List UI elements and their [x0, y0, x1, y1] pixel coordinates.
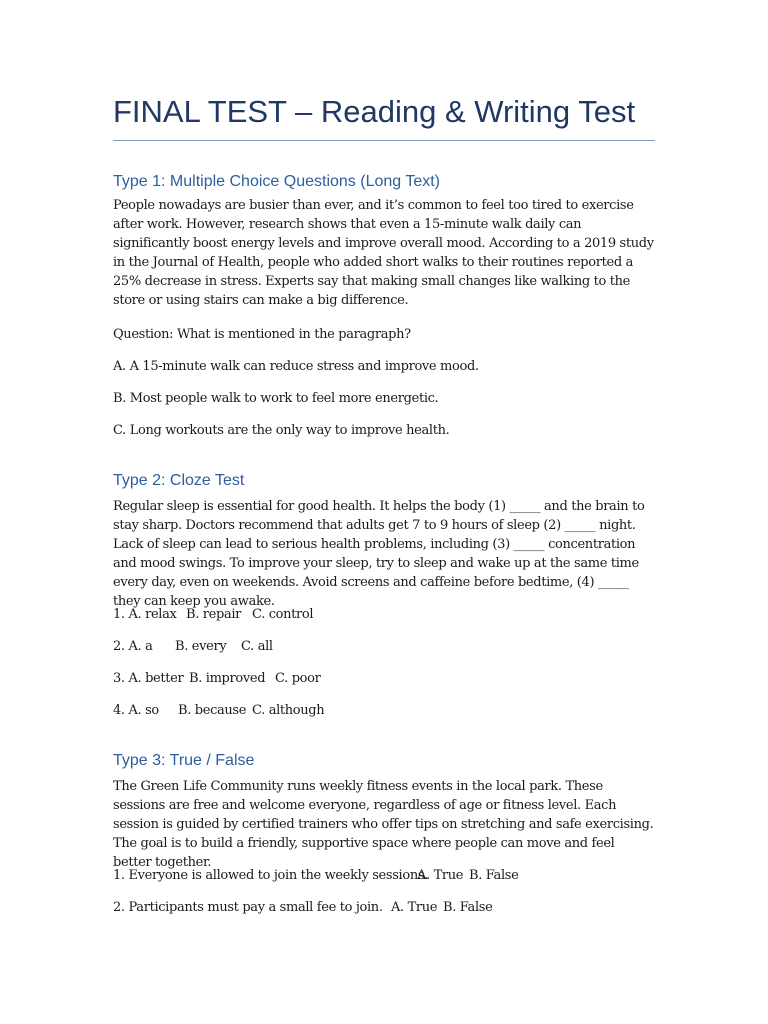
statement-2-text: 2. Participants must pay a small fee to join. — [113, 900, 383, 915]
type1-option-a: A. A 15-minute walk can reduce stress and improve mood. — [113, 359, 479, 374]
cloze-item-3-option-b: B. improved — [189, 671, 266, 686]
cloze-item-4 — [113, 701, 324, 720]
cloze-item-1-option-b: B. repair — [186, 607, 242, 622]
type1-option-c: C. Long workouts are the only way to improve health. — [113, 423, 450, 438]
type3-passage: The Green Life Community runs weekly fitness events in the local park. These sessions are free and welcome everyone, regardless of age or fitness level. Each session is guided by certified trainers who offer tips on stretching and safe exercising. The goal is to build a friendly, supportive space where people can move and feel better together. — [113, 779, 654, 870]
cloze-item-4-option-c: C. although — [252, 703, 325, 718]
cloze-item-1 — [113, 605, 313, 624]
title-underline — [113, 140, 655, 141]
statement-2-true: A. True — [391, 900, 438, 915]
cloze-item-3 — [113, 669, 321, 688]
cloze-item-3-option-c: C. poor — [275, 671, 321, 686]
cloze-item-4-option-b: B. because — [178, 703, 247, 718]
cloze-item-2 — [113, 637, 273, 656]
type2-heading: Type 2: Cloze Test — [113, 472, 245, 489]
type1-question: Question: What is mentioned in the paragraph? — [113, 327, 411, 342]
cloze-item-1-option-a: 1. A. relax — [113, 607, 177, 622]
cloze-item-3-option-a: 3. A. better — [113, 671, 184, 686]
true-false-statement-2 — [113, 898, 492, 917]
cloze-item-4-option-a: 4. A. so — [113, 703, 159, 718]
statement-1-text: 1. Everyone is allowed to join the weekly sessions. — [113, 868, 428, 883]
cloze-item-2-option-b: B. every — [175, 639, 227, 654]
cloze-item-2-option-a: 2. A. a — [113, 639, 153, 654]
true-false-statement-1 — [113, 866, 518, 885]
page-title: FINAL TEST – Reading & Writing Test — [113, 94, 636, 129]
cloze-item-2-option-c: C. all — [241, 639, 273, 654]
type1-passage: People nowadays are busier than ever, and it’s common to feel too tired to exercise after work. However, research shows that even a 15-minute walk daily can significantly boost energy levels and improve overall mood. According to a 2019 study in the Journal of Health, people who added short walks to their routines reported a 25% decrease in stress. Experts say that making small changes like walking to the store or using stairs can make a big difference. — [113, 198, 654, 308]
type1-heading: Type 1: Multiple Choice Questions (Long Text) — [113, 173, 440, 190]
statement-2-false: B. False — [443, 900, 493, 915]
type1-option-b: B. Most people walk to work to feel more energetic. — [113, 391, 439, 406]
statement-1-false: B. False — [469, 868, 519, 883]
type3-heading: Type 3: True / False — [113, 752, 255, 769]
cloze-item-1-option-c: C. control — [252, 607, 314, 622]
type2-passage: Regular sleep is essential for good health. It helps the body (1) _____ and the brain to stay sharp. Doctors recommend that adults get 7 to 9 hours of sleep (2) _____ night. Lack of sleep can lead to serious health problems, including (3) _____ concentration and mood swings. To improve your sleep, try to sleep and wake up at the same time every day, even on weekends. Avoid screens and caffeine before bedtime, (4) _____ they can keep you awake. — [113, 499, 645, 609]
statement-1-true: A. True — [417, 868, 464, 883]
